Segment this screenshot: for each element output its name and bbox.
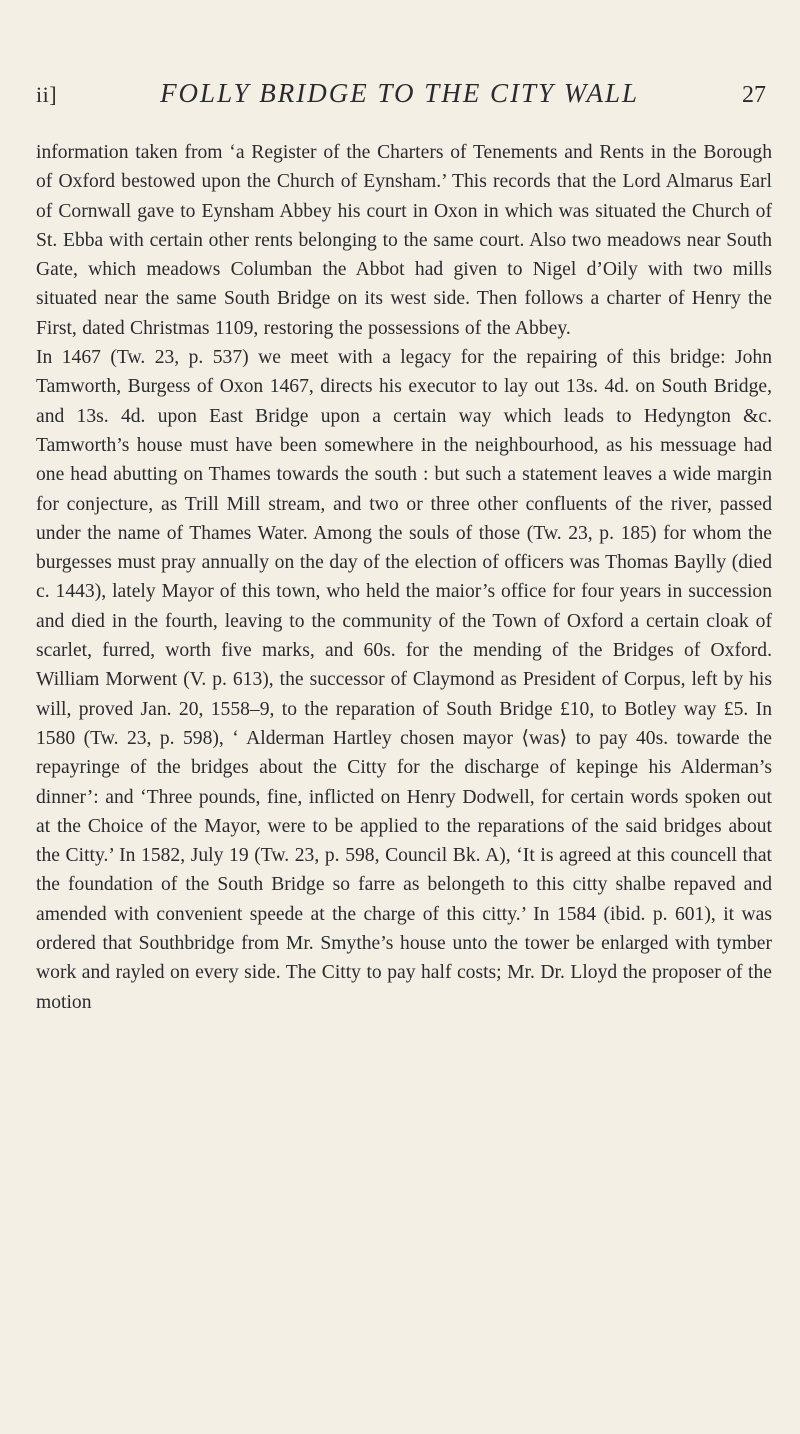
paragraph-2: In 1467 (Tw. 23, p. 537) we meet with a legacy for the repairing of this bridge: John Tamworth, Burgess of Oxon 1467, directs his executor to lay out 13s. 4d. on South Bridge, and 13s. 4d. upon East Bridge upon a certain way which leads to Hedyngton &c. Tamworth’s house must have been somewhere in the neighbourhood, as his messuage had one head abutting on Thames towards the south : but such a statement leaves a wide margin for conjecture, as Trill Mill stream, and two or three other confluents of the river, passed under the name of Thames Water. Among the souls of those (Tw. 23, p. 185) for whom the burgesses must pray annually on the day of the election of officers was Thomas Baylly (died c. 1443), lately Mayor of this town, who held the maior’s office for four years in succession and died in the fourth, leaving to the community of the Town of Oxford a certain cloak of scarlet, furred, worth five marks, and 60s. for the mending of the Bridges of Oxford. William Morwent (V. p. 613), the successor of Claymond as President of Corpus, left by his will, proved Jan. 20, 1558–9, to the reparation of South Bridge £10, to Botley way £5. In 1580 (Tw. 23, p. 598), ‘ Alderman Hartley chosen mayor ⟨was⟩ to pay 40s. towarde the repayringe of the bridges about the Citty for the discharge of kepinge his Alderman’s dinner’: and ‘Three pounds, fine, inflicted on Henry Dodwell, for certain words spoken out at the Choice of the Mayor, were to be applied to the reparations of the said bridges about the Citty.’ In 1582, July 19 (Tw. 23, p. 598, Council Bk. A), ‘It is agreed at this councell that the foundation of the South Bridge so farre as belongeth to this citty shalbe repaved and amended with convenient speede at the charge of this citty.’ In 1584 (ibid. p. 601), it was ordered that Southbridge from Mr. Smythe’s house unto the tower be enlarged with tymber work and rayled on every side. The Citty to pay half costs; Mr. Dr. Lloyd the proposer of the motion [36,347,772,1013]
running-head [36,78,772,110]
paragraph-1: information taken from ‘a Register of the Charters of Tenements and Rents in the Borough of Oxford bestowed upon the Church of Eynsham.’ This records that the Lord Almarus Earl of Cornwall gave to Eynsham Abbey his court in Oxon in which was situated the Church of St. Ebba with certain other rents belonging to the same court. Also two meadows near South Gate, which meadows Columban the Abbot had given to Nigel d’Oily with two mills situated near the same South Bridge on its west side. Then follows a charter of Henry the First, dated Christmas 1109, restoring the possessions of the Abbey. [36,142,772,339]
section-mark: ii] [36,82,58,107]
page-number: 27 [741,82,766,108]
body-text [36,138,772,1017]
running-head-title: FOLLY BRIDGE TO THE CITY WALL [160,78,639,108]
